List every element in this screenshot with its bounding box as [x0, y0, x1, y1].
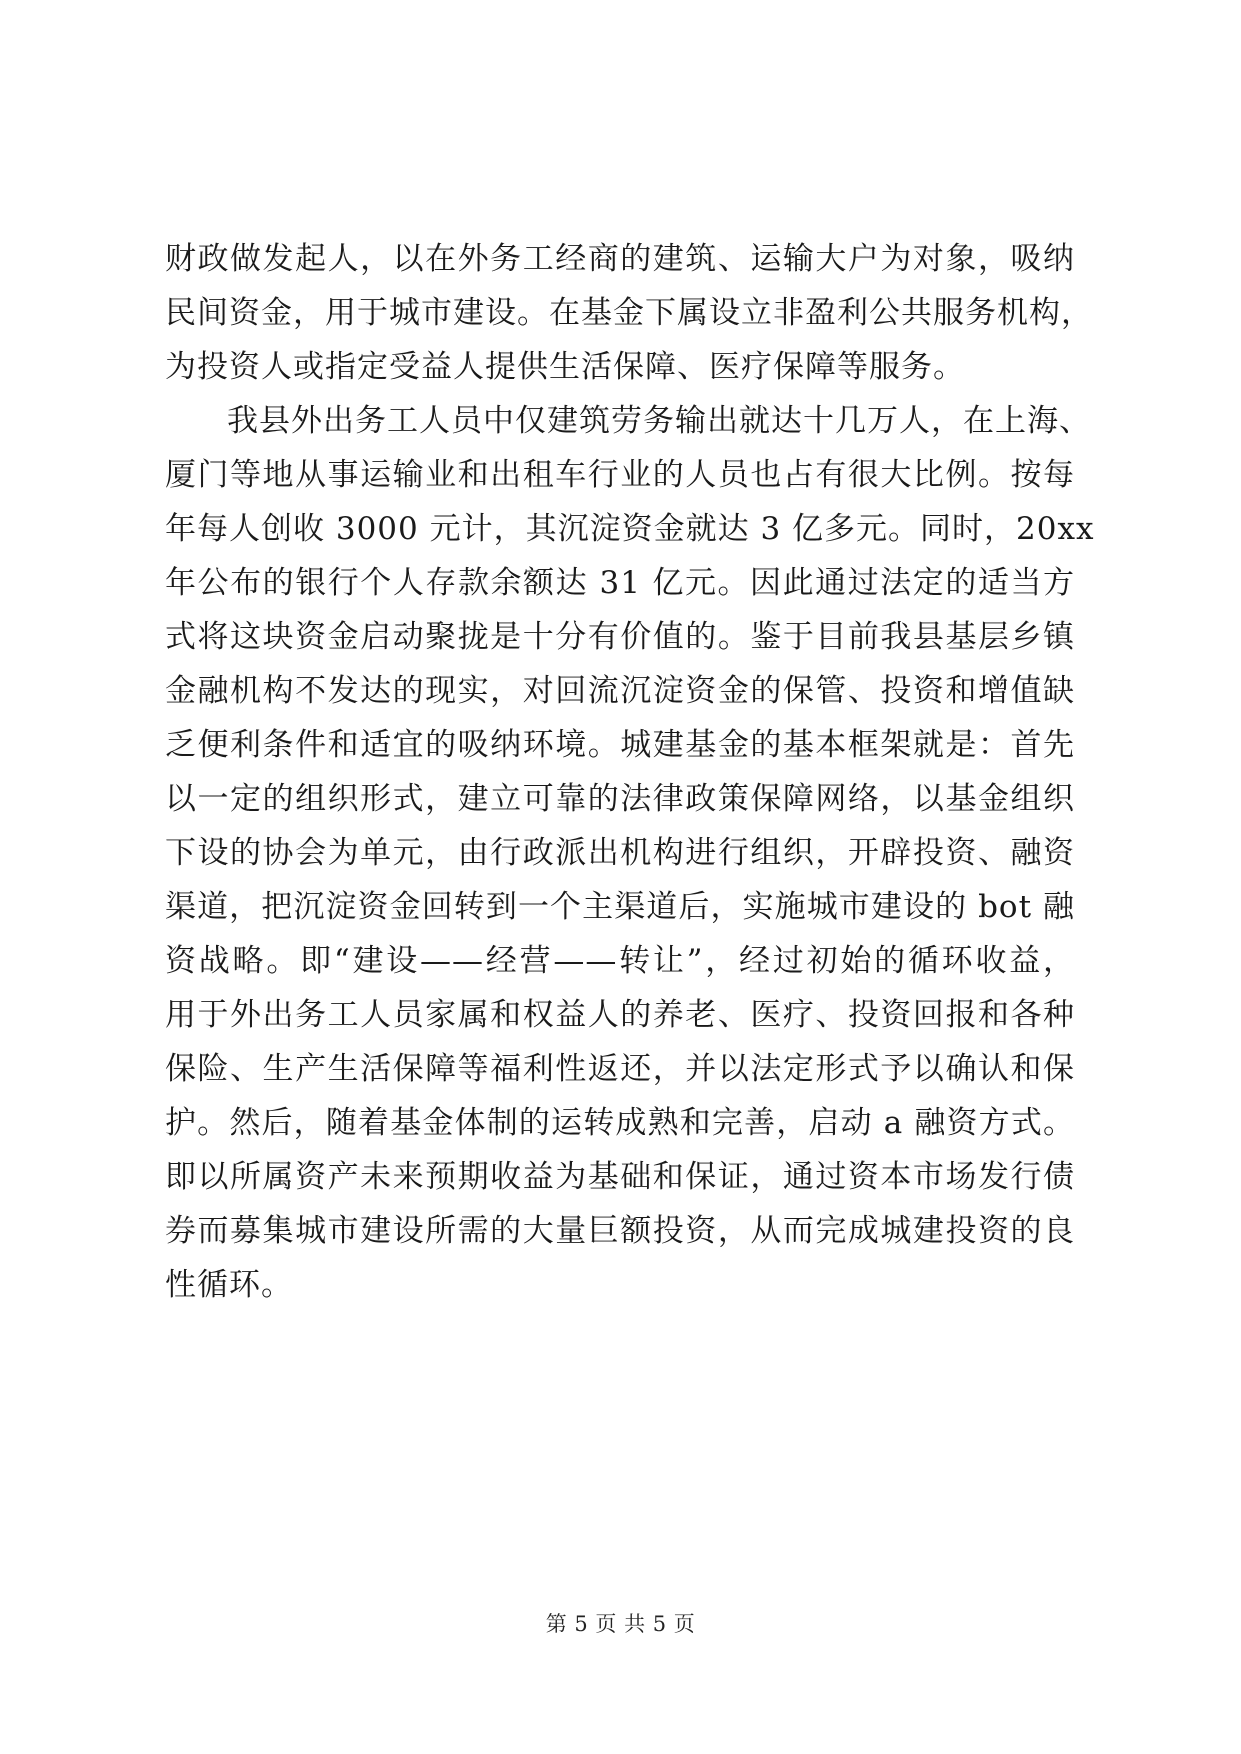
- text-line: 乏便利条件和适宜的吸纳环境。城建基金的基本框架就是：首先: [165, 727, 1075, 763]
- text-line: 厦门等地从事运输业和出租车行业的人员也占有很大比例。按每: [165, 457, 1075, 493]
- text-line: 以一定的组织形式，建立可靠的法律政策保障网络，以基金组织: [165, 781, 1075, 817]
- text-line: 护。然后，随着基金体制的运转成熟和完善，启动 a 融资方式。: [165, 1105, 1075, 1141]
- text-line: 渠道，把沉淀资金回转到一个主渠道后，实施城市建设的 bot 融: [165, 889, 1075, 925]
- text-line: 券而募集城市建设所需的大量巨额投资，从而完成城建投资的良: [165, 1213, 1075, 1249]
- text-line: 下设的协会为单元，由行政派出机构进行组织，开辟投资、融资: [165, 835, 1075, 871]
- document-body: [165, 232, 1095, 1312]
- text-line: 民间资金，用于城市建设。在基金下属设立非盈利公共服务机构，: [165, 295, 1093, 331]
- text-line: 金融机构不发达的现实，对回流沉淀资金的保管、投资和增值缺: [165, 673, 1075, 709]
- text-line: 保险、生产生活保障等福利性返还，并以法定形式予以确认和保: [165, 1051, 1075, 1087]
- text-line: 用于外出务工人员家属和权益人的养老、医疗、投资回报和各种: [165, 997, 1075, 1033]
- text-line: 性循环。: [165, 1267, 293, 1303]
- text-line: 式将这块资金启动聚拢是十分有价值的。鉴于目前我县基层乡镇: [165, 619, 1075, 655]
- paragraph-start-line: 我县外出务工人员中仅建筑劳务输出就达十几万人，在上海、: [227, 403, 1091, 439]
- text-line: 为投资人或指定受益人提供生活保障、医疗保障等服务。: [165, 349, 965, 385]
- text-line: 即以所属资产未来预期收益为基础和保证，通过资本市场发行债: [165, 1159, 1075, 1195]
- text-line: 财政做发起人，以在外务工经商的建筑、运输大户为对象，吸纳: [165, 241, 1075, 277]
- text-line: 资战略。即“建设——经营——转让”，经过初始的循环收益，: [165, 943, 1075, 979]
- text-line: 年公布的银行个人存款余额达 31 亿元。因此通过法定的适当方: [165, 565, 1075, 601]
- text-line: 年每人创收 3000 元计，其沉淀资金就达 3 亿多元。同时，20xx: [165, 511, 1095, 547]
- page-number-footer: 第 5 页 共 5 页: [545, 1612, 696, 1636]
